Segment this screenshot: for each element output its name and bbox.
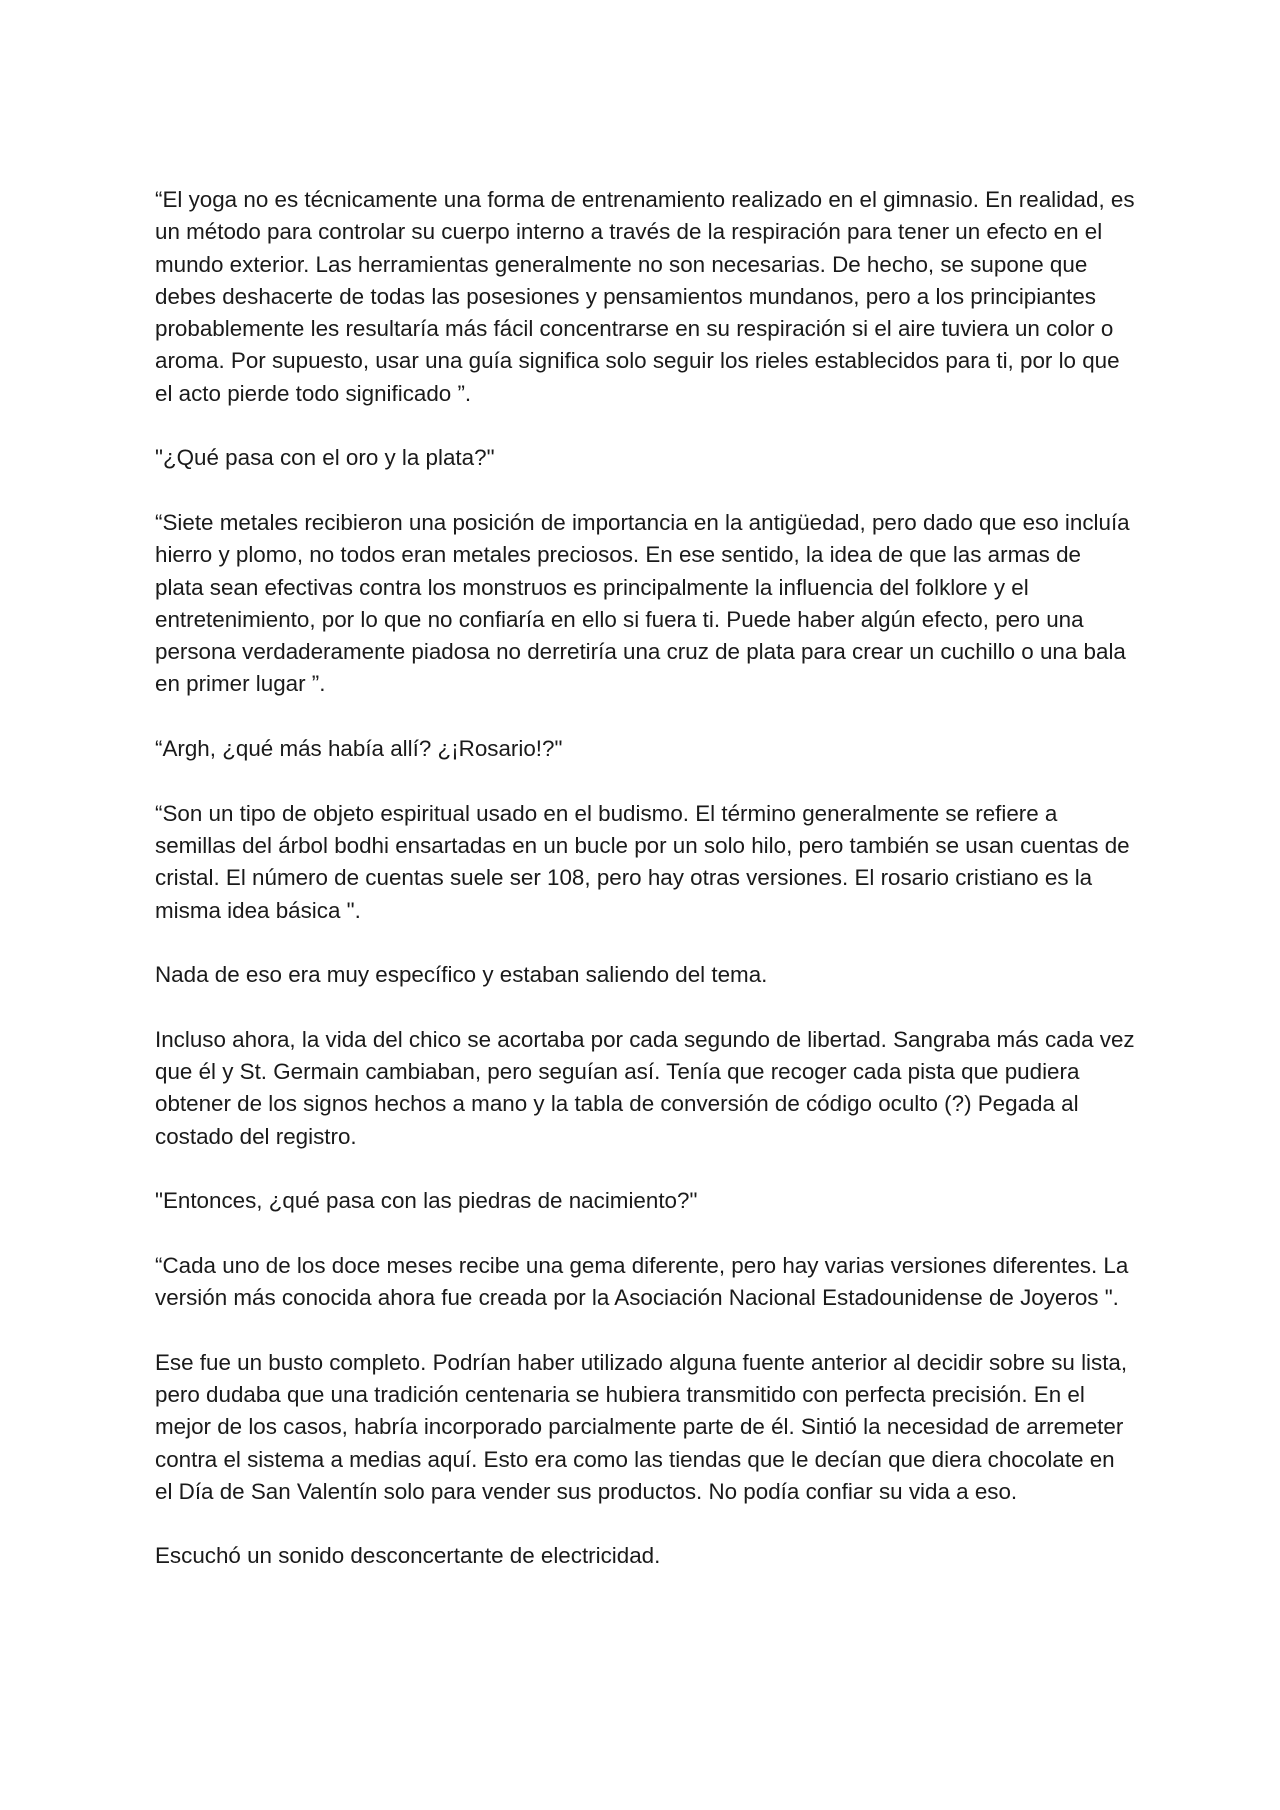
paragraph-rosary-question: “Argh, ¿qué más había allí? ¿¡Rosario!?"	[155, 736, 563, 762]
paragraph-yoga-answer: “El yoga no es técnicamente una forma de entrenamiento realizado en el gimnasio. En realidad, es un método para controlar su cuerpo interno a través de la respiración para tener un efecto en el mundo exterior. Las herramientas generalmente no son necesarias. De hecho, se supone que debes deshacerte de todas las posesiones y pensamientos mundanos, pero a los principiantes probablemente les resultaría más fácil concentrarse en su respiración si el aire tuviera un color o aroma. Por supuesto, usar una guía significa solo seguir los rieles establecidos para ti, por lo que el acto pierde todo significado ”.	[155, 187, 1135, 406]
paragraph-gold-silver-question: "¿Qué pasa con el oro y la plata?"	[155, 445, 495, 471]
paragraph-rosary-answer: “Son un tipo de objeto espiritual usado en el budismo. El término generalmente se refiere a semillas del árbol bodhi ensartadas en un bucle por un solo hilo, pero también se usan cuentas de cristal. El número de cuentas suele ser 108, pero hay otras versiones. El rosario cristiano es la misma idea básica ".	[155, 800, 1130, 923]
paragraph-time-running-out: Incluso ahora, la vida del chico se acortaba por cada segundo de libertad. Sangraba más cada vez que él y St. Germain cambiaban, pero seguían así. Tenía que recoger cada pista que pudiera obtener de los signos hechos a mano y la tabla de conversión de código oculto (?) Pegada al costado del registro.	[155, 1026, 1135, 1149]
paragraph-off-topic: Nada de eso era muy específico y estaban saliendo del tema.	[155, 962, 768, 988]
paragraph-birthstones-answer: “Cada uno de los doce meses recibe una gema diferente, pero hay varias versiones diferentes. La versión más conocida ahora fue creada por la Asociación Nacional Estadounidense de Joyeros ".	[155, 1252, 1129, 1311]
paragraph-complete-bust: Ese fue un busto completo. Podrían haber utilizado alguna fuente anterior al decidir sobre su lista, pero dudaba que una tradición centenaria se hubiera transmitido con perfecta precisión. En el mejor de los casos, habría incorporado parcialmente parte de él. Sintió la necesidad de arremeter contra el sistema a medias aquí. Esto era como las tiendas que le decían que diera chocolate en el Día de San Valentín solo para vender sus productos. No podía confiar su vida a eso.	[155, 1349, 1128, 1504]
paragraph-metals-answer: “Siete metales recibieron una posición de importancia en la antigüedad, pero dado que eso incluía hierro y plomo, no todos eran metales preciosos. En ese sentido, la idea de que las armas de plata sean efectivas contra los monstruos es principalmente la influencia del folklore y el entretenimiento, por lo que no confiaría en ello si fuera ti. Puede haber algún efecto, pero una persona verdaderamente piadosa no derretiría una cruz de plata para crear un cuchillo o una bala en primer lugar ”.	[155, 509, 1130, 697]
paragraph-electricity-sound: Escuchó un sonido desconcertante de electricidad.	[155, 1543, 661, 1569]
document-body	[155, 184, 1135, 1573]
paragraph-birthstones-question: "Entonces, ¿qué pasa con las piedras de nacimiento?"	[155, 1188, 698, 1214]
